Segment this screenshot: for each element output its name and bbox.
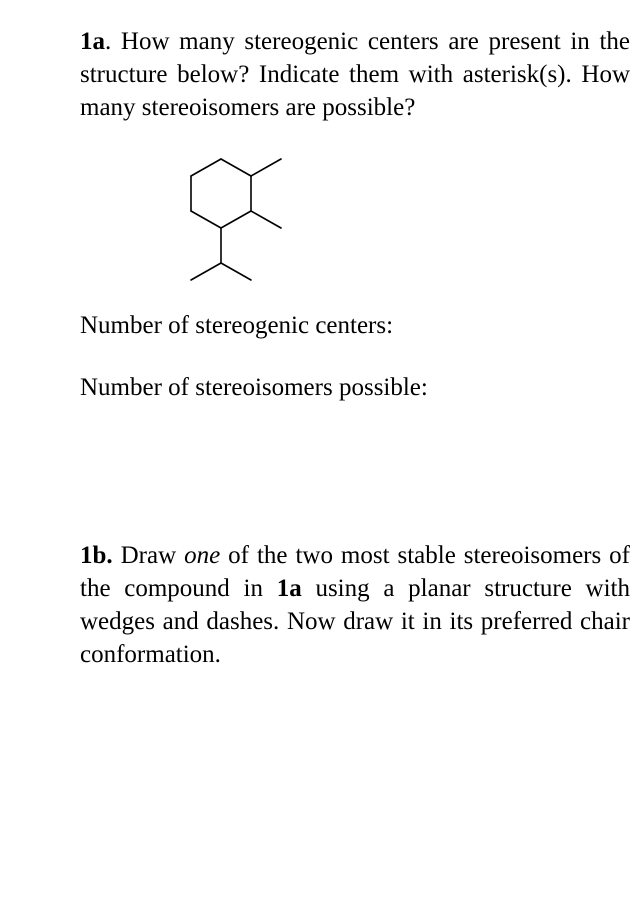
emphasis-one: one — [184, 542, 221, 569]
stereoisomers-label: Number of stereoisomers possible: — [80, 374, 428, 401]
ring-bond — [191, 159, 221, 176]
question-1b-text: of the two most stable stereoisomers of the compound in — [80, 542, 631, 602]
methyl-bond-right — [251, 211, 281, 228]
stereogenic-centers-label: Number of stereogenic centers: — [80, 312, 394, 339]
question-1b-text: using a planar structure with wedges and dashes. Now draw it in its preferred chair conformation. — [80, 575, 630, 668]
isopropyl-left-bond — [191, 263, 221, 280]
question-1b — [80, 539, 630, 671]
question-1a-number: 1a — [80, 28, 105, 55]
question-1b-text: Draw — [112, 542, 185, 569]
cyclohexane-ring — [191, 159, 251, 228]
ring-bond — [221, 159, 251, 176]
question-1a-text: . How many stereogenic centers are present in the structure below? Indicate them with asterisk(s). How many stereoisomers are possible? — [80, 28, 630, 121]
ring-bond — [191, 211, 221, 228]
isopropyl-right-bond — [221, 263, 251, 280]
methyl-bond-top — [251, 159, 281, 176]
ring-bond — [221, 211, 251, 228]
reference-1a: 1a — [276, 575, 302, 602]
question-1b-number: 1b. — [80, 542, 113, 569]
